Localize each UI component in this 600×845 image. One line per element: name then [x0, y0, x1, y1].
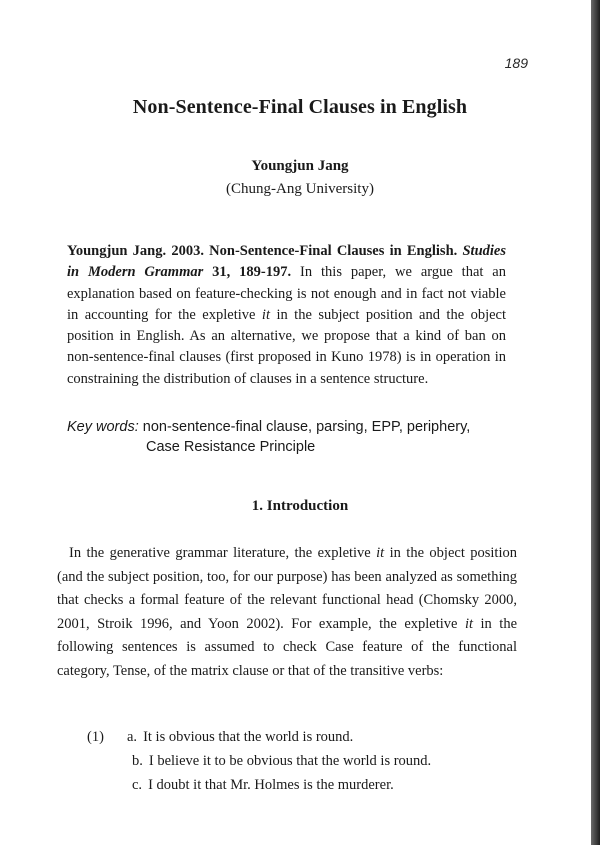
author-affiliation: (Chung-Ang University) — [226, 181, 374, 197]
abstract-text-part-1: In this paper, we argue that an explanation based on feature-checking is not enough and in fact not viable in accounting for the expletive — [67, 264, 506, 323]
paper-title: Non-Sentence-Final Clauses in English — [132, 96, 468, 118]
abstract-journal: Studies in Modern Grammar — [67, 243, 506, 281]
intro-italic-it-2: it — [464, 615, 474, 632]
author-name: Youngjun Jang — [251, 158, 349, 174]
keywords — [67, 417, 527, 457]
page-edge-shadow — [591, 0, 600, 845]
introduction-text — [57, 542, 517, 683]
example-item-text: It is obvious that the world is round. — [143, 729, 354, 745]
example-item-letter: a. — [127, 729, 138, 745]
example-item-b — [127, 749, 507, 773]
introduction-paragraph — [57, 542, 517, 683]
page-number: 189 — [504, 55, 528, 71]
keywords-line-1: non-sentence-final clause, parsing, EPP, periphery, — [142, 419, 471, 435]
intro-text-part-3: in the following sentences is assumed to check Case feature of the functional category, Tense, of the matrix clause or that of the transitive verbs: — [57, 615, 518, 679]
example-item-letter: b. — [132, 753, 143, 769]
example-item-letter: c. — [132, 777, 143, 793]
example-item-text: I believe it to be obvious that the world is round. — [148, 753, 432, 769]
keywords-line-2: Case Resistance Principle — [146, 439, 316, 455]
example-list — [127, 725, 507, 797]
abstract-volume-pages: 31, 189-197. — [212, 264, 292, 281]
example-item-text: I doubt it that Mr. Holmes is the murderer. — [148, 777, 394, 793]
intro-italic-it-1: it — [376, 545, 385, 561]
keywords-label: Key words: — [67, 419, 139, 435]
abstract-italic-it: it — [261, 306, 270, 323]
abstract — [67, 241, 506, 390]
intro-text-part-1: In the generative grammar literature, the expletive — [69, 545, 371, 561]
abstract-text-part-2: in the subject position and the object position in English. As an alternative, we propose that a kind of ban on non-sentence-final clauses (first proposed in Kuno 1978) is in operation in constraining the distribution of clauses in a sentence structure. — [67, 306, 507, 387]
section-heading: 1. Introduction — [251, 498, 349, 514]
abstract-citation: Youngjun Jang. 2003. Non-Sentence-Final Clauses in English. — [67, 243, 458, 259]
example-item-a — [127, 725, 507, 749]
example-number: (1) — [87, 729, 104, 745]
intro-text-part-2: in the object position (and the subject position, too, for our purpose) has been analyzed as something that checks a formal feature of the relevant functional head (Chomsky 2000, 2001, Stroik 1996, and Yoon 2002). For example, the expletive — [57, 545, 517, 632]
example-item-c — [127, 773, 507, 797]
